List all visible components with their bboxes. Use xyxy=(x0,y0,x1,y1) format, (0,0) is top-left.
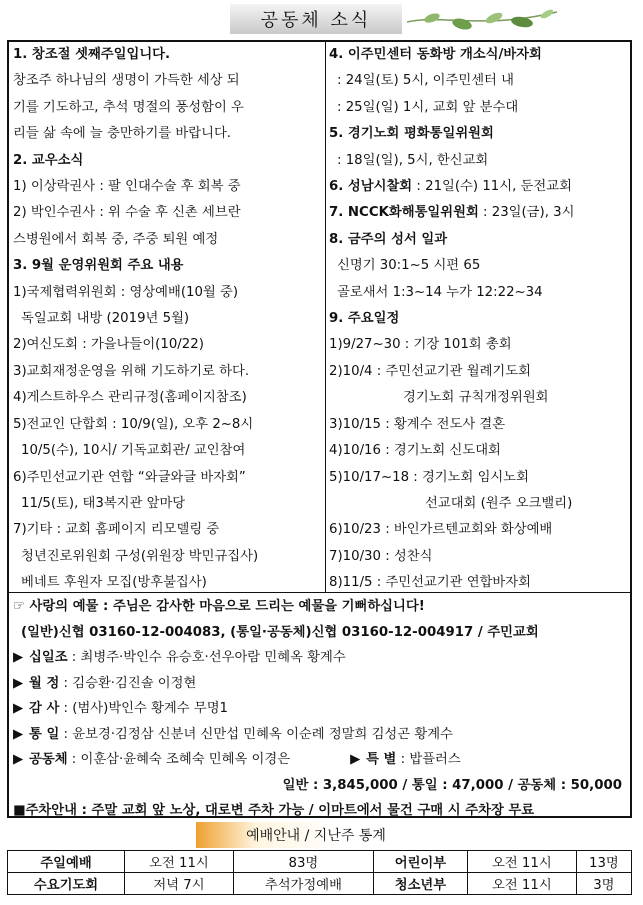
news-line: 11/5(토), 태3복지관 앞마당 xyxy=(21,495,186,511)
offering-totals: 일반 : 3,845,000 / 통일 : 47,000 / 공동체 : 50,000 xyxy=(282,777,622,793)
donor-row: ▶ 월 정 : 김승환·김진솔 이정현 xyxy=(13,671,626,697)
news-line: 6)주민선교기관 연합 “와글와글 바자회” xyxy=(13,469,246,485)
news-line: 4)게스트하우스 관리규정(홈페이지참조) xyxy=(13,390,247,406)
donor-label: 십일조 xyxy=(29,650,68,665)
table-cell: 어린이부 xyxy=(373,851,467,873)
donor-label: 통 일 xyxy=(29,726,60,742)
vine-decoration-icon xyxy=(402,4,562,34)
stats-title: 예배안내 / 지난주 통계 xyxy=(196,822,436,848)
triangle-bullet-icon: ▶ xyxy=(13,701,24,716)
table-cell: 주일예배 xyxy=(8,851,125,873)
donor-label: 감 사 xyxy=(29,701,60,716)
news-line: 독일교회 내방 (2019년 5월) xyxy=(21,311,190,327)
donor-names: 윤보경·김정삼 신분녀 신만섭 민혜옥 이순례 정말희 김성곤 황계수 xyxy=(72,726,453,742)
table-cell: 오전 11시 xyxy=(125,851,234,873)
news-line: 5. 경기노회 평화통일위원회 xyxy=(329,126,494,142)
donor-row: ▶ 감 사 : (범사)박인수 황계수 무명1 xyxy=(13,696,626,722)
news-line: 2)여신도회 : 가을나들이(10/22) xyxy=(13,337,204,353)
section-divider xyxy=(9,592,630,593)
news-line: 7)기타 : 교회 홈페이지 리모델링 중 xyxy=(13,522,220,538)
offering-section xyxy=(13,594,626,824)
news-line: 8)11/5 : 주민선교기관 연합바자회 xyxy=(329,575,531,591)
news-line-label: 6. 성남시찰회 xyxy=(329,179,413,195)
donor-names: 이훈삼·윤혜숙 조혜숙 민혜옥 이경은 xyxy=(80,752,291,767)
news-line: 1)9/27~30 : 기장 101회 총회 xyxy=(329,337,512,353)
news-line: 4. 이주민센터 동화방 개소식/바자회 xyxy=(329,47,542,62)
table-row xyxy=(8,851,632,873)
news-line: 2. 교우소식 xyxy=(13,152,84,168)
parking-info: ■주차안내 : 주말 교회 앞 노상, 대로변 주차 가능 / 이마트에서 물건 구매 시 주차장 무료 xyxy=(13,803,535,818)
column-divider xyxy=(325,42,326,592)
news-line: 신명기 30:1~5 시편 65 xyxy=(337,258,481,274)
news-line: 1. 창조절 셋째주일입니다. xyxy=(13,47,171,62)
news-line: 청년진로위원회 구성(위원장 박민규집사) xyxy=(21,548,259,564)
table-cell: 오전 11시 xyxy=(467,873,576,895)
bank-accounts: (일반)신협 03160-12-004083, (통일·공동체)신협 03160-12-004917 / 주민교회 xyxy=(21,624,539,640)
news-line: 2)10/4 : 주민선교기관 월례기도회 xyxy=(329,363,531,379)
news-line: : 18일(일), 5시, 한신교회 xyxy=(337,152,489,168)
news-line: 선교대회 (원주 오크밸리) xyxy=(425,495,573,511)
offering-notice: ☞ 사랑의 예물 : 주님은 감사한 마음으로 드리는 예물을 기뻐하십니다! xyxy=(13,599,425,614)
news-line: 1) 이상락권사 : 팔 인대수술 후 회복 중 xyxy=(13,179,241,195)
news-line: 스병원에서 회복 중, 주중 퇴원 예정 xyxy=(13,231,219,247)
table-cell: 저녁 7시 xyxy=(125,873,234,895)
news-line: 8. 금주의 성서 일과 xyxy=(329,231,448,247)
triangle-bullet-icon: ▶ xyxy=(13,752,24,767)
news-line: 7)10/30 : 성찬식 xyxy=(329,548,433,564)
donor-list xyxy=(13,645,626,773)
table-cell: 83명 xyxy=(233,851,373,873)
stats-section xyxy=(0,818,643,905)
news-line: 기를 기도하고, 추석 명절의 풍성함이 우 xyxy=(13,99,244,115)
news-line: 베네트 후원자 모집(방후불집사) xyxy=(21,575,207,591)
news-line: 2) 박인수권사 : 위 수술 후 신촌 세브란 xyxy=(13,205,241,221)
table-row xyxy=(8,873,632,895)
news-line: 창조주 하나님의 생명이 가득한 세상 되 xyxy=(13,73,240,89)
triangle-bullet-icon: ▶ xyxy=(13,726,24,742)
right-column xyxy=(329,42,629,597)
news-line: 골로새서 1:3~14 누가 12:22~34 xyxy=(337,284,543,300)
news-line: 리들 삶 속에 늘 충만하기를 바랍니다. xyxy=(13,126,232,142)
news-line: 5)전교인 단합회 : 10/9(일), 오후 2~8시 xyxy=(13,416,254,432)
donor-extra-names: 밥플러스 xyxy=(409,752,461,767)
donor-extra-label: 특 별 xyxy=(366,752,397,767)
news-line: 경기노회 규칙개정위원회 xyxy=(403,390,549,406)
table-cell: 수요기도회 xyxy=(8,873,125,895)
news-line: : 25일(일) 1시, 교회 앞 분수대 xyxy=(337,99,519,115)
news-line: 3)교회재정운영을 위해 기도하기로 하다. xyxy=(13,363,250,379)
page-title: 공동체 소식 xyxy=(230,4,402,34)
triangle-bullet-icon: ▶ xyxy=(13,675,24,691)
donor-row: ▶ 통 일 : 윤보경·김정삼 신분녀 신만섭 민혜옥 이순례 정말희 김성곤 황계수 xyxy=(13,722,626,748)
table-cell: 오전 11시 xyxy=(467,851,576,873)
donor-label: 월 정 xyxy=(29,675,60,691)
news-box xyxy=(7,40,632,818)
donor-names: 최병주·박인수 유승호·선우아람 민혜옥 황계수 xyxy=(80,650,346,665)
triangle-bullet-icon: ▶ xyxy=(13,650,24,665)
donor-names: 김승환·김진솔 이정현 xyxy=(72,675,197,691)
donor-names: (범사)박인수 황계수 무명1 xyxy=(72,701,229,716)
news-line-label: 7. NCCK화해통일위원회 xyxy=(329,205,479,221)
news-line: : 24일(토) 5시, 이주민센터 내 xyxy=(337,73,514,89)
stats-table xyxy=(7,850,632,895)
news-line: 1)국제협력위원회 : 영상예배(10월 중) xyxy=(13,284,239,300)
table-cell: 청소년부 xyxy=(373,873,467,895)
donor-row: ▶ 공동체 : 이훈삼·윤혜숙 조혜숙 민혜옥 이경은 ▶ 특 별 : 밥플러스 xyxy=(13,747,626,773)
news-line: 3. 9월 운영위원회 주요 내용 xyxy=(13,258,184,274)
table-cell: 13명 xyxy=(576,851,631,873)
table-cell: 3명 xyxy=(576,873,631,895)
news-line: 10/5(수), 10시/ 기독교회관/ 교인참여 xyxy=(21,443,246,459)
news-line: 5)10/17~18 : 경기노회 임시노회 xyxy=(329,469,529,485)
triangle-bullet-icon: ▶ xyxy=(350,752,361,767)
news-line: 9. 주요일정 xyxy=(329,311,400,327)
left-column xyxy=(13,42,325,597)
news-line: 3)10/15 : 황계수 전도사 결혼 xyxy=(329,416,506,432)
news-line: 4)10/16 : 경기노회 신도대회 xyxy=(329,443,501,459)
news-line: 6. 성남시찰회 : 21일(수) 11시, 둔전교회 xyxy=(329,179,572,195)
news-line: 6)10/23 : 바인가르텐교회와 화상예배 xyxy=(329,522,553,538)
donor-label: 공동체 xyxy=(29,752,68,767)
news-line: 7. NCCK화해통일위원회 : 23일(금), 3시 xyxy=(329,205,575,221)
table-cell: 추석가정예배 xyxy=(233,873,373,895)
donor-row: ▶ 십일조 : 최병주·박인수 유승호·선우아람 민혜옥 황계수 xyxy=(13,645,626,671)
